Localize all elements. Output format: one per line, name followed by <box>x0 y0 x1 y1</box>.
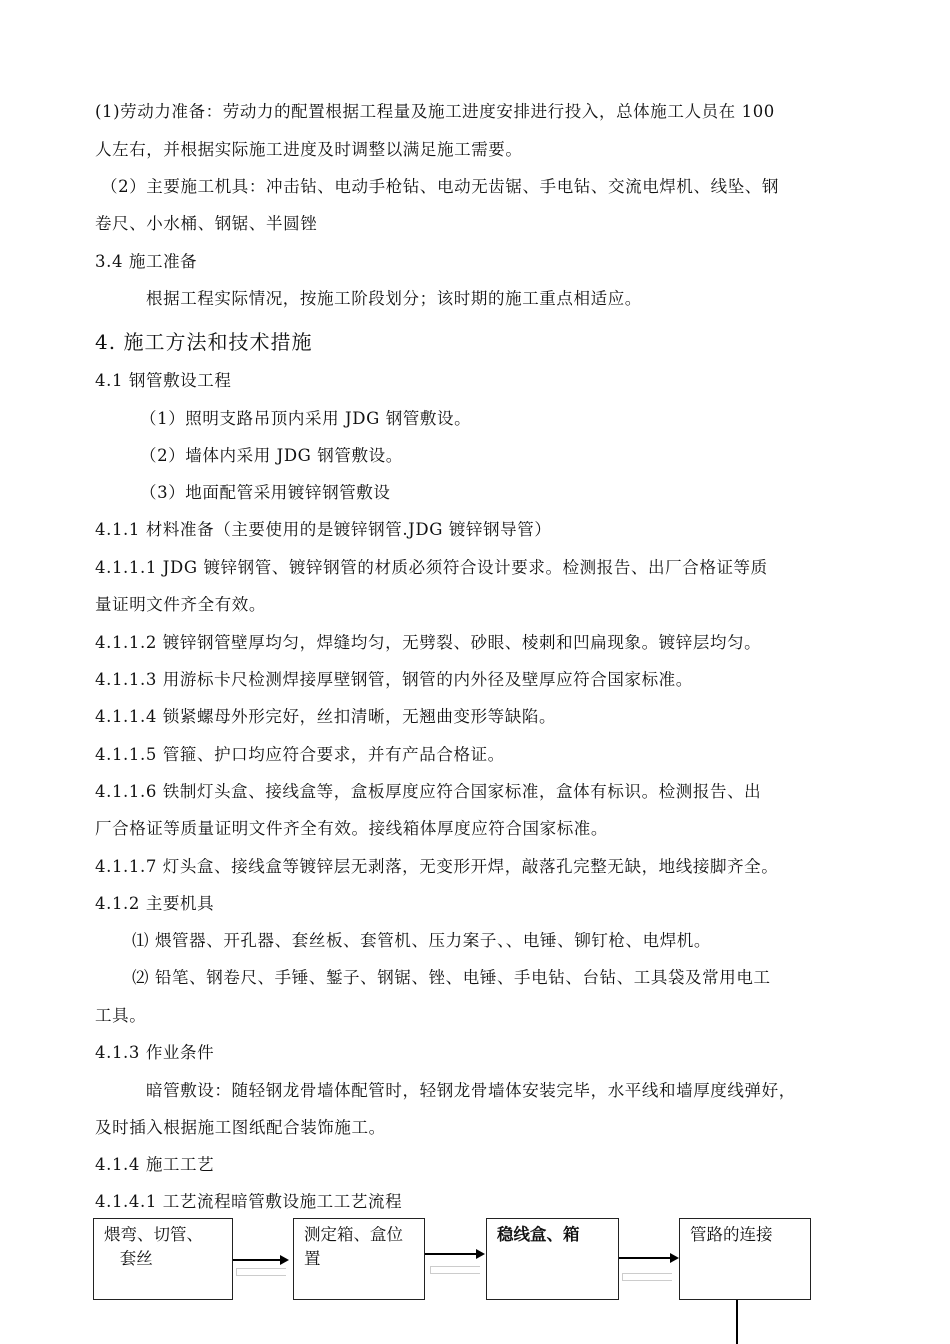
flow-step-locate-box: 测定箱、盒位 置 <box>293 1218 425 1300</box>
text-line: 4.1.1.1 JDG 镀锌钢管、镀锌钢管的材质必须符合设计要求。检测报告、出厂合格证等质 <box>95 558 768 577</box>
text-line: 4.1.1.7 灯头盒、接线盒等镀锌层无剥落，无变形开焊，敲落孔完整无缺，地线接脚齐全。 <box>95 857 779 876</box>
text-line: 4.1.1.5 管箍、护口均应符合要求，并有产品合格证。 <box>95 745 505 764</box>
text-line: 工具。 <box>95 1006 147 1025</box>
subsection-heading: 4.1.2 主要机具 <box>95 894 215 913</box>
flow-arrow <box>425 1253 477 1255</box>
text-line: 暗管敷设：随轻钢龙骨墙体配管时，轻钢龙骨墙体安装完毕，水平线和墙厚度线弹好， <box>146 1081 796 1100</box>
ghost-arrow <box>236 1268 286 1276</box>
arrow-head-icon <box>670 1253 679 1263</box>
section-heading: 3.4 施工准备 <box>95 252 198 271</box>
ghost-arrow <box>622 1273 672 1281</box>
flow-arrow <box>233 1259 281 1261</box>
flow-step-fix-box: 稳线盒、箱 <box>486 1218 619 1300</box>
text-line: （2）主要施工机具：冲击钻、电动手枪钻、电动无齿锯、手电钻、交流电焊机、线坠、钢 <box>101 177 779 196</box>
text-line: 厂合格证等质量证明文件齐全有效。接线箱体厚度应符合国家标准。 <box>95 819 608 838</box>
subsection-heading: 4.1.4 施工工艺 <box>95 1155 215 1174</box>
text-line: 人左右，并根据实际施工进度及时调整以满足施工需要。 <box>95 140 523 159</box>
text-line: 4.1.1.2 镀锌钢管壁厚均匀，焊缝均匀，无劈裂、砂眼、棱刺和凹扁现象。镀锌层均匀。 <box>95 633 762 652</box>
list-item: （1）照明支路吊顶内采用 JDG 钢管敷设。 <box>140 409 472 428</box>
subsection-heading: 4.1.1 材料准备（主要使用的是镀锌钢管.JDG 镀锌钢导管） <box>95 520 552 539</box>
arrow-head-icon <box>280 1255 289 1265</box>
subsection-heading: 4.1.3 作业条件 <box>95 1043 215 1062</box>
text-line: 4.1.1.6 铁制灯头盒、接线盒等，盒板厚度应符合国家标准，盒体有标识。检测报告、出 <box>95 782 762 801</box>
list-item: （3）地面配管采用镀锌钢管敷设 <box>140 483 391 502</box>
chapter-heading: 4. 施工方法和技术措施 <box>95 330 313 354</box>
text-line: 及时插入根据施工图纸配合装饰施工。 <box>95 1118 386 1137</box>
section-heading: 4.1 钢管敷设工程 <box>95 371 232 390</box>
text-line: 根据工程实际情况，按施工阶段划分；该时期的施工重点相适应。 <box>146 289 642 308</box>
list-item: ⑵ 铅笔、钢卷尺、手锤、錾子、钢锯、锉、电锤、手电钻、台钻、工具袋及常用电工 <box>132 968 771 987</box>
subsection-heading: 4.1.4.1 工艺流程暗管敷设施工工艺流程 <box>95 1192 403 1211</box>
list-item: （2）墙体内采用 JDG 钢管敷设。 <box>140 446 403 465</box>
flow-step-bend-cut-thread: 煨弯、切管、 套丝 <box>93 1218 233 1300</box>
ghost-arrow <box>430 1266 480 1274</box>
text-line: 4.1.1.4 锁紧螺母外形完好，丝扣清晰，无翘曲变形等缺陷。 <box>95 707 557 726</box>
list-item: ⑴ 煨管器、开孔器、套丝板、套管机、压力案子、、电锤、铆钉枪、电焊机。 <box>132 931 711 950</box>
flow-connector-down <box>736 1300 738 1344</box>
flow-step-pipe-connection: 管路的连接 <box>679 1218 811 1300</box>
text-line: 量证明文件齐全有效。 <box>95 595 266 614</box>
text-line: 4.1.1.3 用游标卡尺检测焊接厚壁钢管，钢管的内外径及壁厚应符合国家标准。 <box>95 670 693 689</box>
text-line: 卷尺、小水桶、钢锯、半圆锉 <box>95 214 318 233</box>
text-line: (1)劳动力准备：劳动力的配置根据工程量及施工进度安排进行投入，总体施工人员在 100 <box>95 102 775 121</box>
arrow-head-icon <box>476 1249 485 1259</box>
flow-arrow <box>619 1257 671 1259</box>
